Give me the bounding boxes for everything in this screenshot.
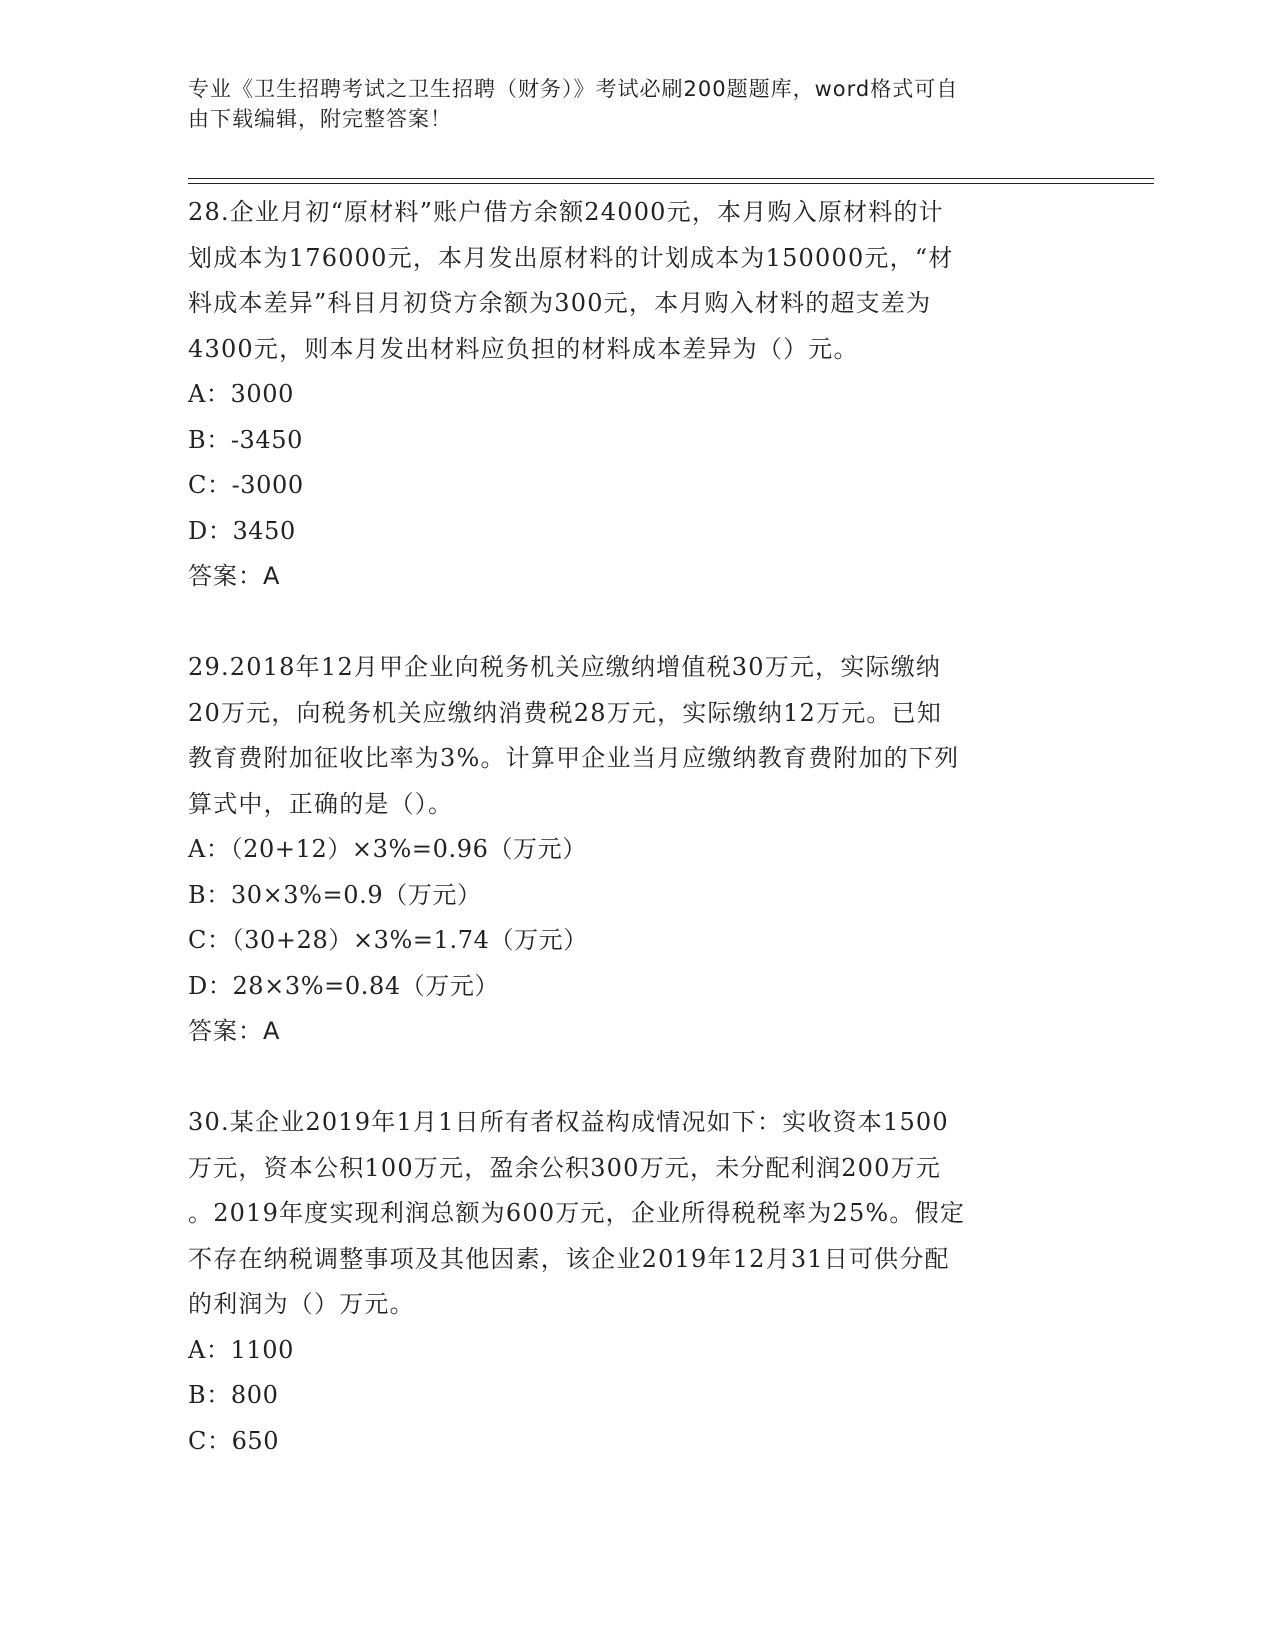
question-stem-line: 30.某企业2019年1月1日所有者权益构成情况如下：实收资本1500 [188,1108,949,1136]
answer-line: 答案：A [188,562,281,590]
question-spacer [188,1055,1088,1101]
option-d: D：28×3%=0.84（万元） [188,971,500,1000]
option-d: D：3450 [188,516,296,545]
option-b: B：800 [188,1381,279,1409]
option-a: A：3000 [188,380,295,408]
option-b: B：30×3%=0.9（万元） [188,880,482,909]
header-divider-top [188,178,1154,179]
document-header [188,74,1068,134]
question-stem-line: 划成本为176000元，本月发出原材料的计划成本为150000元，“材 [188,243,954,272]
option-c: C：（30+28）×3%=1.74（万元） [188,926,588,954]
option-b: B：-3450 [188,425,304,454]
question-stem-line: 28.企业月初“原材料”账户借方余额24000元，本月购入原材料的计 [188,198,944,226]
header-line-1: 专业《卫生招聘考试之卫生招聘（财务）》考试必刷200题题库，word格式可自 [188,77,959,101]
question-stem-line: 教育费附加征收比率为3%。计算甲企业当月应缴纳教育费附加的下列 [188,744,960,772]
question-stem-line: 4300元，则本月发出材料应负担的材料成本差异为（）元。 [188,334,859,363]
question-stem-line: 20万元，向税务机关应缴纳消费税28万元，实际缴纳12万元。已知 [188,698,943,727]
header-line-2: 由下载编辑，附完整答案！ [188,107,452,131]
question-stem-line: 不存在纳税调整事项及其他因素，该企业2019年12月31日可供分配 [188,1244,950,1273]
question-28 [188,190,1088,600]
option-c: C：650 [188,1426,280,1455]
question-stem-line: 。2019年度实现利润总额为600万元，企业所得税税率为25%。假定 [188,1199,966,1227]
answer-line: 答案：A [188,1017,281,1045]
header-divider-bottom [188,183,1154,184]
question-list [188,190,1088,1464]
option-a: A：1100 [188,1335,295,1364]
option-c: C：-3000 [188,471,304,499]
question-29 [188,645,1088,1055]
question-spacer [188,600,1088,646]
option-a: A：（20+12）×3%=0.96（万元） [188,835,587,863]
question-stem-line: 万元，资本公积100万元，盈余公积300万元，未分配利润200万元 [188,1153,942,1182]
question-stem-line: 29.2018年12月甲企业向税务机关应缴纳增值税30万元，实际缴纳 [188,653,942,681]
question-30 [188,1100,1088,1464]
question-stem-line: 算式中，正确的是（）。 [188,789,454,818]
question-stem-line: 料成本差异”科目月初贷方余额为300元，本月购入材料的超支差为 [188,289,932,317]
question-stem-line: 的利润为（）万元。 [188,1290,415,1318]
